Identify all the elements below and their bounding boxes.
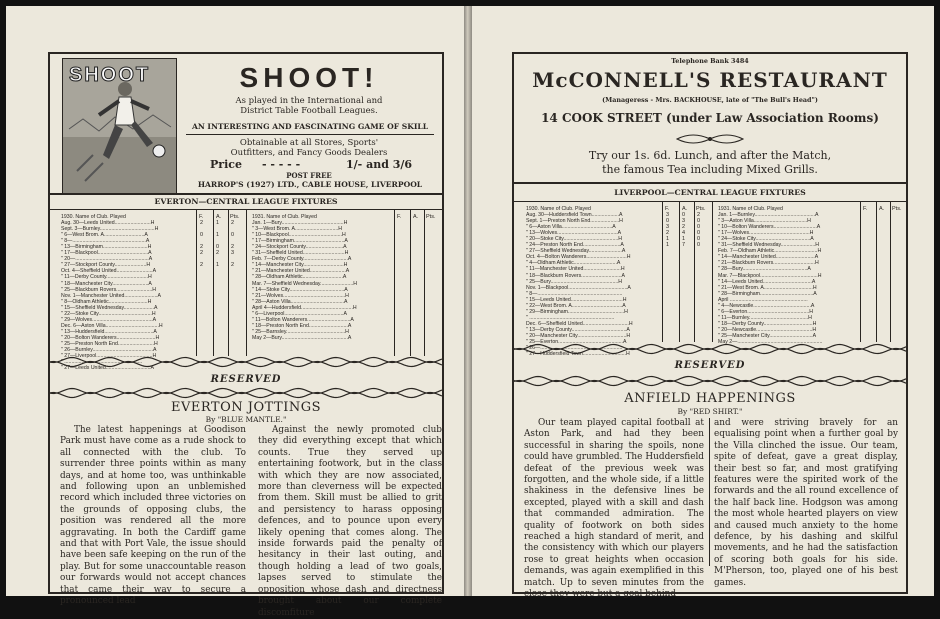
result-value: 2 [697, 212, 701, 219]
fixture-row: " 14—Manchester City............................H [252, 262, 348, 269]
fixtures-col-divider [213, 210, 214, 356]
result-value: 3 [666, 212, 670, 219]
fixture-row: " 20—Newcastle.......................................H [718, 326, 817, 333]
fixtures-list [61, 220, 195, 371]
fixture-row: " 13—Derby County......................................A [526, 326, 630, 333]
fixture-row: " 8—........................................................... [526, 290, 623, 297]
fixture-row: " 18—Derby County..................................H [718, 320, 817, 327]
result-value: 1 [216, 220, 220, 227]
shoot-ad-divider [186, 134, 434, 135]
fixture-row: " 13—Wolves..........................................A [526, 230, 622, 237]
fixture-row: " 24—Stoke City......................................A [718, 236, 814, 243]
decorative-wave-border [6, 355, 464, 372]
fixtures-col-divider [679, 202, 680, 342]
restaurant-offer-line-2: the famous Tea including Mixed Grills. [602, 163, 818, 176]
result-value: 2 [200, 262, 204, 269]
everton-fixtures-title: EVERTON—CENTRAL LEAGUE FIXTURES [154, 197, 338, 206]
fixture-row: " 17—Blackpool...................................A [61, 250, 152, 257]
fixture-row: " 20—Bolton Wanderers...........................H [61, 334, 160, 341]
decorative-wave-border [472, 374, 934, 388]
fixtures-title-rule [514, 201, 906, 202]
fixture-row: " 8—...................................................A [61, 238, 150, 245]
shoot-ad-price-label: Price [210, 158, 242, 171]
result-value: 2 [231, 244, 235, 251]
fixtures-list [526, 212, 660, 357]
result-value: 3 [682, 218, 686, 225]
result-value: 1 [216, 262, 220, 269]
fap-header: F. [199, 214, 204, 220]
fixture-row: " 6—West Brom. A............................A [61, 232, 148, 239]
fixture-row: " 26—Burnley..........................................A [61, 347, 157, 354]
result-value: 0 [697, 230, 701, 237]
fixture-row: " 8—Oldham Athletic...........................H [61, 298, 152, 305]
fixture-row: " 28—Oldham Athletic............................A [252, 274, 347, 281]
fixture-row: " 6—Aston Villa...................................A [526, 224, 616, 231]
fixture-row: " 20—Manchester City..................................H [526, 332, 631, 339]
result-value: 1 [666, 242, 670, 249]
ornament-divider [675, 132, 745, 146]
reserved-banner: RESERVED [674, 360, 746, 371]
result-value: 0 [200, 232, 204, 239]
result-value: 1 [682, 236, 686, 243]
fap-header: Pts. [696, 206, 706, 212]
fixture-row: " 6—Everton...........................................H [718, 308, 813, 315]
fixtures-col-divider [196, 210, 197, 356]
fixture-row: Jan. 1—Bury...........................................H [252, 220, 348, 227]
fixture-row: Aug. 30—Huddersfield Town...................A [526, 212, 623, 219]
fixture-row: " 25—Bury...............................................H [526, 278, 623, 285]
fixture-row: " 11—Derby County.............................H [61, 274, 152, 281]
fixtures-col-divider [662, 202, 663, 342]
fixture-row: " 21—Manchester United.........................A [252, 268, 350, 275]
fixture-row: " 29—Wolves..........................................A [61, 316, 157, 323]
fixture-row: " 14—Leeds United..................................A [718, 278, 816, 285]
fixtures-center-divider [246, 210, 247, 356]
fixture-row: " 15—Sheffield Wednesday.....................A [61, 304, 158, 311]
fixture-row: " 31—Sheffield United.............................H [252, 250, 349, 257]
fixture-row: May 2—........................................................... [718, 339, 823, 346]
fixtures-col-divider [228, 210, 229, 356]
result-value: 3 [666, 224, 670, 231]
fixture-row: " 18—Manchester City.........................A [61, 280, 152, 287]
fixture-row: " 22—West Brom. A...................................A [526, 302, 626, 309]
result-value: 2 [200, 220, 204, 227]
article-column-divider [709, 418, 710, 566]
restaurant-address: 14 COOK STREET (under Law Association Rooms) [541, 111, 879, 125]
fap-header: A. [682, 206, 688, 212]
fap-header: Pts. [892, 206, 902, 212]
result-value: 0 [682, 212, 686, 219]
liverpool-fixtures-1931 [718, 206, 858, 345]
everton-jottings-byline: By "BLUE MANTLE." [205, 415, 287, 424]
anfield-happenings-column-1: Our team played capital football at Aston Park, and had they been successful in sharing the spoils, none could have grumbled. The Huddersfield defeat of the previous week was forgotten, and the whole side, if a little shakiness in the defensive lines be excepted, played with a skill and dash that commanded admiration. The quality of footwork on both sides reached a high standard of merit, and the consistency with which our players rose to great heights when occasion demands, was again exemplified in this match. Up to seven minutes from the close they were but a goal behind [524, 418, 704, 600]
fixtures-header: 1931. Name of Club. Played [718, 206, 783, 212]
shoot-ad-obtain-line-1: Obtainable at all Stores, Sports' [239, 138, 379, 148]
decorative-wave-border [6, 386, 464, 400]
result-value: 1 [216, 232, 220, 239]
result-value: 0 [231, 232, 235, 239]
result-value: 2 [666, 230, 670, 237]
fixtures-center-divider [712, 202, 713, 342]
fixture-row: " 3—West Brom. A..............................H [252, 226, 342, 233]
fixtures-header: 1930. Name of Club. Played [61, 214, 126, 220]
shoot-ad-obtain-line-2: Outfitters, and Fancy Goods Dealers [230, 148, 388, 158]
result-value: 0 [216, 244, 220, 251]
fixtures-col-divider [860, 202, 861, 342]
fixture-row: " 28—Aston Villa.....................................A [252, 298, 348, 305]
shoot-ad-subtitle-1: As played in the International and [235, 96, 383, 106]
left-ad-bottom-rule [50, 193, 442, 195]
fixture-row: " 22—Stoke City.....................................H [61, 310, 156, 317]
fap-header: F. [397, 214, 402, 220]
fixtures-list [718, 212, 858, 345]
fixture-row: " 25—Blackburn Rovers.........................H [61, 286, 156, 293]
result-value: 2 [231, 220, 235, 227]
fixture-row: " 31—Sheffield Wednesday........................H [718, 242, 820, 249]
restaurant-offer-line-1: Try our 1s. 6d. Lunch, and after the Match, [588, 149, 832, 162]
shoot-ad-post-free: POST FREE [286, 171, 332, 180]
right-ad-bottom-rule [514, 182, 906, 184]
restaurant-manageress: (Manageress - Mrs. BACKHOUSE, late of "The Bull's Head") [602, 96, 818, 104]
fixture-row: " 11—Bolton Wanderers..............................A [252, 316, 354, 323]
everton-jottings-title: EVERTON JOTTINGS [170, 400, 322, 415]
fixture-row: Dec. 6—Aston Villa.....................................H [61, 322, 163, 329]
fixture-row: " 11—Burnley.........................................H [718, 314, 812, 321]
result-value: 3 [231, 250, 235, 257]
fixture-row: " 27—Huddersfield Town..............................H [526, 351, 630, 358]
fixture-row: " 18—Preston North End...........................A [252, 322, 352, 329]
fixture-row: " 3—Aston Villa.....................................H [718, 218, 811, 225]
fixture-row: Oct. 4—Bolton Wanderers............................H [526, 254, 631, 261]
fixtures-col-divider [424, 210, 425, 356]
shoot-ad-price-value: 1/- and 3/6 [346, 158, 413, 171]
fixture-row: Dec. 6—Sheffield United................................H [526, 320, 633, 327]
fixtures-col-divider [394, 210, 395, 356]
fap-header: A. [879, 206, 885, 212]
fixture-row: " 24—Preston North End..........................A [526, 242, 624, 249]
left-page [6, 6, 464, 618]
fixture-row: " 4—Newcastle........................................A [718, 302, 815, 309]
result-value: 0 [697, 224, 701, 231]
fixture-row: Jan. 1—Burnley..........................................A [718, 212, 819, 219]
anfield-happenings-byline: By "RED SHIRT." [677, 407, 743, 416]
restaurant-telephone: Telephone Bank 3484 [671, 57, 749, 65]
fixture-row: Nov. 1—Manchester United.......................A [61, 292, 161, 299]
fap-header: Pts. [230, 214, 240, 220]
fixture-row: Mar. 7—Sheffield Wednesday.......................H [252, 280, 357, 287]
result-value: 7 [682, 242, 686, 249]
fixture-row: " 27—Sheffield Wednesday.......................A [526, 248, 626, 255]
result-value: 2 [200, 244, 204, 251]
fixture-row: " 20—...................................................A [61, 256, 153, 263]
restaurant-title: McCONNELL'S RESTAURANT [532, 68, 888, 92]
fixture-row: Nov. 1—Blackpool.........................................A [526, 284, 631, 291]
fixture-row: Mar. 7—Blackpool........................................H [718, 272, 822, 279]
liverpool-fixtures-1930 [526, 206, 660, 357]
result-value: 4 [682, 230, 686, 237]
right-page [472, 6, 934, 600]
fap-header: Pts. [426, 214, 436, 220]
fixture-row: " 28—Bury.............................................A [718, 266, 811, 273]
everton-jottings-column-2: Against the newly promoted club they did everything except that which counts. True they served up entertaining footwork, but in the class with which they are now associated, more than cleverness will be expected from them. Skill must be allied to grit and persistency to harass opposing defences, and to pounce upon every likely opening that comes along. The inside forwards paid the penalty of hesitancy in their last outing, and though holding a lead of two goals, lapses served to stimulate the opposition whose dash and directness brought about our complete discomfiture [258, 425, 442, 618]
fixture-row: " 4—Oldham Athletic..............................A [526, 260, 621, 267]
fixture-row: Feb. 7—Oldham Athletic..............................H [718, 248, 822, 255]
liverpool-fixtures-title: LIVERPOOL—CENTRAL LEAGUE FIXTURES [614, 188, 806, 197]
fixtures-header: 1930. Name of Club. Played [526, 206, 591, 212]
fixture-row: " 10—Bolton Wanderers..............................A [718, 224, 821, 231]
fixture-row: " 28—Birmingham.....................................A [718, 290, 817, 297]
fixture-row: " 27—Stockport County......................H [61, 262, 151, 269]
everton-jottings-column-1: The latest happenings at Goodison Park must have come as a rude shock to all connected with the club. To surrender three points within as many days, and at home too, was unthinkable and following upon an unblemished record which included three victories on the grounds of opposing clubs, the position was rendered all the more aggravating. In both the Cardiff game and that with Port Vale, the issue should have been safe keeping on the run of the play. But for some unaccountable reason our forwards would not accept chances that came their way to secure a pronounced lead [60, 425, 246, 607]
fixture-row: May 2—Bury..............................................A [252, 334, 352, 341]
result-value: 0 [697, 242, 701, 249]
poster-shoot-lettering: SHOOT [69, 64, 151, 86]
fixtures-header: 1931. Name of Club. Played [252, 214, 317, 220]
fixture-row: April ...................................................... [718, 296, 808, 303]
decorative-wave-border [472, 342, 934, 356]
fixture-row: " ...................................................... [61, 359, 143, 366]
fixture-row: " 25—Manchester City..............................A [718, 332, 817, 339]
fixture-row: " 11—Manchester United..........................H [526, 266, 625, 273]
result-value: 0 [697, 236, 701, 243]
fixture-row: Oct. 4—Sheffield United.........................A [61, 268, 157, 275]
fixture-row: Sept. 3—Burnley......................................H [61, 226, 159, 233]
fixture-row: " 13—Birmingham...............................H [61, 244, 152, 251]
fixture-row: Sept. 1—Preston North End....................H [526, 218, 623, 225]
result-value: 1 [666, 236, 670, 243]
result-value: 0 [697, 218, 701, 225]
fixture-row: " 17—Wolves..........................................H [718, 230, 814, 237]
fap-header: F. [665, 206, 670, 212]
fixture-row: " 14—Stoke City......................................A [252, 286, 348, 293]
book-gutter [464, 6, 472, 596]
everton-fixtures-1931 [252, 214, 392, 341]
fixture-row: Feb. 7—Derby County...............................A [252, 256, 352, 263]
fap-header: F. [863, 206, 868, 212]
fixture-row: " 18—Blackburn Rovers............................A [526, 272, 625, 279]
reserved-banner: RESERVED [210, 374, 282, 385]
fap-header: A. [413, 214, 419, 220]
result-value: 2 [231, 262, 235, 269]
shoot-poster-illustration [62, 58, 177, 194]
anfield-happenings-title: ANFIELD HAPPENINGS [624, 391, 796, 406]
fixture-row: " 21—Blackburn Rovers.............................H [718, 260, 819, 267]
fixture-row: " 10—Blackpool.....................................H [252, 232, 346, 239]
fixture-row: " 26—......................................................... [526, 345, 623, 352]
result-value: 2 [200, 250, 204, 257]
fixture-row: " 25—Everton.............................................A [526, 339, 627, 346]
fixtures-list [252, 220, 392, 341]
result-value: 2 [216, 250, 220, 257]
fixtures-col-divider [410, 210, 411, 356]
fixture-row: " 14—Manchester United...........................A [718, 254, 819, 261]
fixture-row: April 4—Huddersfield....................................H [252, 304, 357, 311]
result-value: 2 [682, 224, 686, 231]
fixture-row: " 27—Liverpool.......................................H [61, 353, 157, 360]
shoot-ad-tagline: AN INTERESTING AND FASCINATING GAME OF SKILL [191, 122, 429, 131]
result-value: 0 [666, 218, 670, 225]
anfield-happenings-column-2: and were striving bravely for an equalising point when a further goal by the Villa clinched the issue. Our team, spite of defeat, gave a great display, their best so far, and most gratifying features were the spirited work of the forwards and the all round excellence of the half back line. Hodgson was among the most whole hearted players on view and caused much anxiety to the home defence, by his dashing and skilful movements, and he had the satisfaction of scoring both goals for his side. M'Pherson, too, played one of his best games. [714, 418, 898, 588]
shoot-ad-title: SHOOT! [239, 62, 379, 93]
fixture-row: " 20—Stoke City......................................H [526, 236, 623, 243]
fixture-row: Aug. 30—Leeds United.........................H [61, 220, 155, 227]
fap-header: A. [216, 214, 222, 220]
everton-fixtures-1930 [61, 214, 195, 371]
fixture-row: " 6—Liverpool.........................................A [252, 310, 347, 317]
fixture-row: " ........................................................... [526, 314, 615, 321]
shoot-ad-price-dashes: - - - - - [262, 158, 301, 171]
fixture-row: " 25—Preston North End.........................H [61, 340, 158, 347]
fixture-row: " 21—Wolves...........................................H [252, 292, 349, 299]
fixtures-col-divider [890, 202, 891, 342]
fixture-row: " 17—Birmingham...................................A [252, 238, 348, 245]
fixture-row: " 21—West Brom. A..................................H [718, 284, 817, 291]
shoot-ad-subtitle-2: District Table Football Leagues. [240, 106, 378, 116]
fixture-row: " 25—Barnsley.........................................H [252, 328, 349, 335]
fixture-row: " 29—Birmingham.......................................H [526, 308, 628, 315]
fixtures-col-divider [694, 202, 695, 342]
fixture-row: " 24—Stockport County..........................A [252, 244, 347, 251]
shoot-ad-company: HARROP'S (1927) LTD., CABLE HOUSE, LIVERPOOL [197, 180, 423, 189]
fixture-row: " 13—Huddersfield..................................A [61, 328, 157, 335]
fixture-row: " 27—Leeds United...............................A [61, 365, 154, 372]
fixture-row: " 15—Leeds United....................................H [526, 296, 627, 303]
fixtures-col-divider [876, 202, 877, 342]
